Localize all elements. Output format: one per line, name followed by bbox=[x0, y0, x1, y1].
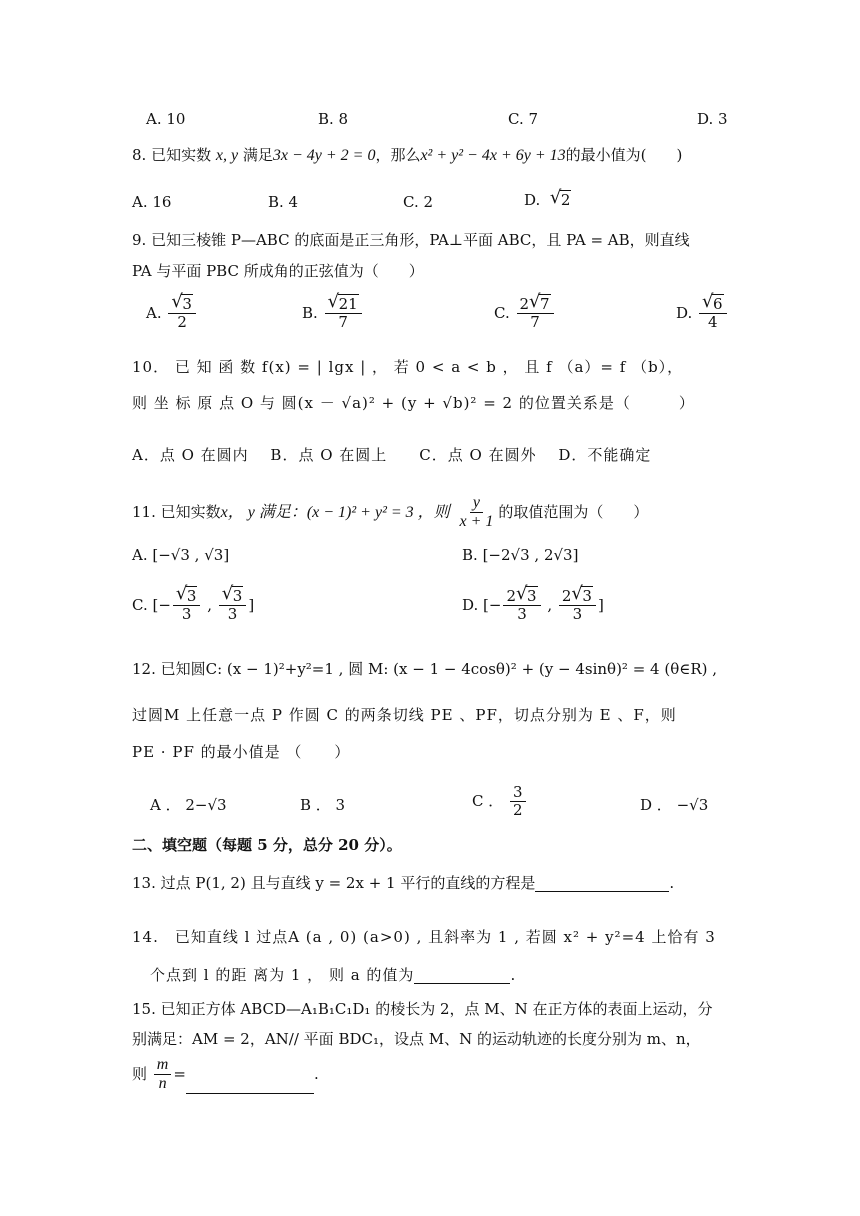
answer-blank bbox=[535, 877, 669, 892]
q10-stem-line1: 10． 已 知 函 数 f(x) = | lgx | ， 若 0 < a < b ， 且 f （a）= f （b）， bbox=[132, 358, 684, 376]
q9-option-d: D. √ 6 4 bbox=[676, 296, 729, 332]
q12-option-c: C ． $\frac{3}{2}$ bbox=[472, 784, 528, 820]
q8-condition: 3x − 4y + 2 = 0 bbox=[272, 147, 376, 164]
q12-stem-line1: 12. 已知圆C: (x − 1)²+y²=1 , 圆 M: (x − 1 − 4cosθ)² + (y − 4sinθ)² = 4 (θ∈R) , bbox=[132, 660, 718, 678]
q8-stem: 8. 已知实数 x, y 满足3x − 4y + 2 = 0，那么x² + y² − 4x + 6y + 13的最小值为( ) bbox=[132, 146, 683, 164]
q9-option-c: C. 2 √ 7 7 bbox=[494, 296, 556, 332]
q7-option-b: B. 8 bbox=[318, 110, 349, 128]
q11-option-a: A. [−√3 , √3] bbox=[132, 546, 230, 564]
q11-stem: 11. 已知实数x， y 满足：(x − 1)² + y² = 3 ，则 $\frac{y}{x + 1}$ 的取值范围为（ ） bbox=[132, 494, 649, 531]
q12-stem-line3: PE · PF 的最小值是 （ ） bbox=[132, 743, 351, 761]
q8-expression: x² + y² − 4x + 6y + 13 bbox=[420, 147, 566, 164]
q9-option-b: B. √ 21 7 bbox=[302, 296, 364, 332]
q8-option-c: C. 2 bbox=[403, 193, 434, 211]
q10-stem-line2: 则 坐 标 原 点 O 与 圆(x － √a)² + (y + √b)² = 2 的位置关系是（ ） bbox=[132, 394, 695, 412]
q8-option-a: A. 16 bbox=[132, 193, 172, 211]
q13-stem: 13. 过点 P(1, 2) 且与直线 y = 2x + 1 平行的直线的方程是 . bbox=[132, 874, 675, 892]
q12-option-d: D ． −√3 bbox=[640, 796, 709, 814]
q15-stem-line3: 则 $\frac{m}{n}$ = . bbox=[132, 1056, 319, 1093]
q11-option-c: C. [− √ 3 3 , √ 3 3 ] bbox=[132, 583, 255, 624]
q12-stem-line2: 过圆M 上任意一点 P 作圆 C 的两条切线 PE 、PF，切点分别为 E 、F，则 bbox=[132, 706, 677, 724]
answer-blank bbox=[186, 1079, 314, 1094]
section-heading: 二、填空题（每题 5 分，总分 20 分）。 bbox=[132, 836, 402, 854]
q9-option-a: A. √ 3 2 bbox=[146, 296, 198, 332]
sqrt-symbol: √ 2 bbox=[549, 187, 571, 209]
q11-option-b: B. [−2√3 , 2√3] bbox=[462, 546, 579, 564]
q15-stem-line1: 15. 已知正方体 ABCD—A₁B₁C₁D₁ 的棱长为 2，点 M、N 在正方体的表面上运动，分 bbox=[132, 1000, 713, 1018]
q12-option-a: A ． 2−√3 bbox=[150, 796, 227, 814]
q14-stem-line1: 14. 已知直线 l 过点A (a , 0) (a>0) , 且斜率为 1 , 若圆 x² + y²=4 上恰有 3 bbox=[132, 928, 716, 946]
q11-option-d: D. [− 2 √ 3 3 , 2 √ 3 3 ] bbox=[462, 583, 604, 624]
answer-blank bbox=[414, 969, 510, 984]
q8-option-b: B. 4 bbox=[268, 193, 299, 211]
q7-option-a: A. 10 bbox=[146, 110, 186, 128]
q7-option-d: D. 3 bbox=[697, 110, 728, 128]
q8-option-d: D. √ 2 bbox=[524, 187, 571, 209]
q10-options: A．点 O 在圆内 B．点 O 在圆上 C．点 O 在圆外 D．不能确定 bbox=[132, 446, 652, 464]
q12-option-b: B ． 3 bbox=[300, 796, 346, 814]
q14-stem-line2: 个点到 l 的距 离为 1 ， 则 a 的值为 . bbox=[150, 966, 517, 984]
q8-vars: x, y bbox=[215, 147, 239, 164]
q9-stem-line1: 9. 已知三棱锥 P—ABC 的底面是正三角形，PA⊥平面 ABC，且 PA = AB，则直线 bbox=[132, 231, 690, 249]
q7-option-c: C. 7 bbox=[508, 110, 539, 128]
q9-stem-line2: PA 与平面 PBC 所成角的正弦值为（ ） bbox=[132, 262, 424, 280]
q15-stem-line2: 别满足：AM = 2，AN// 平面 BDC₁，设点 M、N 的运动轨迹的长度分别为 m、n， bbox=[132, 1030, 701, 1048]
